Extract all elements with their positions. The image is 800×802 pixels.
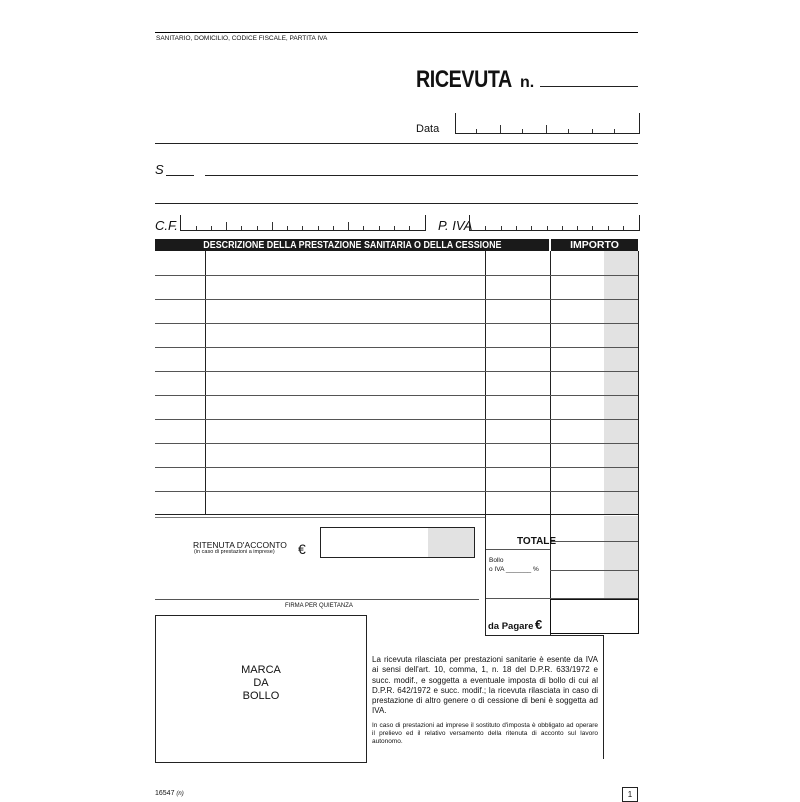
table-row[interactable] xyxy=(155,323,638,324)
description-header: DESCRIZIONE DELLA PRESTAZIONE SANITARIA O DELLA CESSIONE xyxy=(155,239,549,251)
amount-decimals-column xyxy=(604,251,638,515)
to-pay-currency: € xyxy=(535,617,543,632)
s-name-field[interactable] xyxy=(205,175,638,176)
cf-field[interactable] xyxy=(180,215,426,231)
table-row[interactable] xyxy=(155,419,638,420)
withholding-label: RITENUTA D'ACCONTO xyxy=(193,540,287,550)
totals-decimals-column xyxy=(604,516,638,599)
table-row[interactable] xyxy=(155,299,638,300)
receipt-title: RICEVUTA xyxy=(416,66,512,93)
table-row[interactable] xyxy=(155,395,638,396)
address-field[interactable] xyxy=(155,203,638,204)
revenue-stamp-box[interactable] xyxy=(155,615,367,763)
form-code: 16547 (n) xyxy=(155,790,184,797)
signature-label: FIRMA PER QUIETANZA xyxy=(285,603,353,609)
table-row[interactable] xyxy=(155,275,638,276)
signature-line[interactable] xyxy=(155,599,479,600)
table-row[interactable] xyxy=(155,443,638,444)
withholding-sublabel: (in caso di prestazioni a imprese) xyxy=(194,549,275,555)
bollo-label: Bollo xyxy=(489,557,504,564)
cf-label: C.F. xyxy=(155,218,178,233)
s-label: S xyxy=(155,162,164,177)
s-prefix-field[interactable] xyxy=(166,175,194,176)
header-divider xyxy=(155,143,638,144)
stamp-text: MARCA DA BOLLO xyxy=(241,664,281,702)
receipt-number-label: n. xyxy=(520,74,535,91)
table-bottom-rule xyxy=(155,517,485,518)
date-label: Data xyxy=(416,123,440,135)
top-rule xyxy=(155,32,638,33)
to-pay-label: da Pagare xyxy=(488,621,534,632)
table-row[interactable] xyxy=(155,371,638,372)
piva-field[interactable] xyxy=(469,215,640,231)
page-number: 1 xyxy=(622,787,638,802)
withholding-field[interactable] xyxy=(320,527,475,558)
legal-note-main: La ricevuta rilasciata per prestazioni sanitarie è esente da IVA ai sensi dell'art. 10, comma, 1, n. 18 del D.P.R. 633/1972 e succ. modif., e soggetta a eventuale imposta di bollo di cui al D.P.R. 642/1972 e succ. modif.; la ricevuta rilasciata in caso di prestazione di altro genere o di cessione di beni è soggetta ad IVA. xyxy=(372,655,598,716)
date-field[interactable] xyxy=(455,113,640,134)
table-row[interactable] xyxy=(155,347,638,348)
totals-left-border xyxy=(485,515,486,635)
notes-top-border xyxy=(485,635,603,636)
piva-label: P. IVA xyxy=(438,218,473,233)
to-pay-field[interactable] xyxy=(550,599,639,634)
iva-label: o IVA _______ % xyxy=(489,566,539,573)
amount-header: IMPORTO xyxy=(551,239,638,251)
notes-right-border xyxy=(603,635,604,759)
items-table xyxy=(155,251,638,515)
top-caption: SANITARIO, DOMICILIO, CODICE FISCALE, PARTITA IVA xyxy=(156,35,328,42)
table-row[interactable] xyxy=(155,467,638,468)
withholding-currency: € xyxy=(298,541,306,557)
legal-note-secondary: In caso di prestazioni ad imprese il sostituto d'imposta è obbligato ad operare il prelievo ed il relativo versamento della ritenuta di acconto sul lavoro autonomo. xyxy=(372,722,598,745)
receipt-number-field[interactable] xyxy=(540,86,638,87)
total-label: TOTALE xyxy=(517,536,557,547)
table-row[interactable] xyxy=(155,491,638,492)
